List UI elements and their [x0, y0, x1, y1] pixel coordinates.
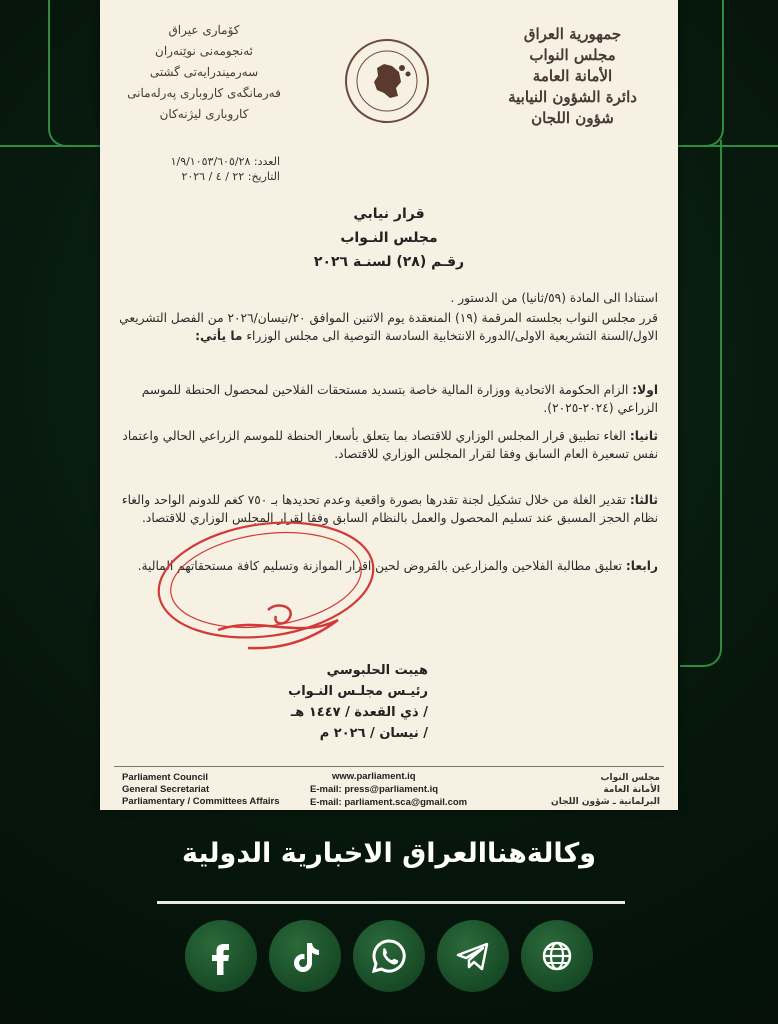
item-label: ثالثا:	[629, 493, 658, 507]
footer-arabic	[551, 772, 660, 808]
header-line: الأمانة العامة	[532, 67, 613, 85]
header-line: فەرمانگەی کاروباری پەرلەمانی	[127, 86, 281, 100]
footer-email[interactable]: press@parliament.iq	[344, 784, 439, 795]
preamble-basis: استنادا الى المادة (٥٩/ثانيا) من الدستور .	[450, 291, 658, 305]
tiktok-icon	[285, 936, 325, 976]
reference-number: ١/٩/١٠٥٣/٦٠٥/٢٨	[170, 155, 251, 168]
gregorian-date: / نيسان / ٢٠٢٦ م	[319, 726, 428, 741]
title-line: مجلس النـواب	[340, 230, 438, 246]
decision-document	[100, 0, 678, 810]
decision-item	[118, 428, 658, 463]
decor-line-left	[0, 145, 100, 147]
footer-line: الأمانة العامة	[603, 785, 660, 795]
header-line: كۆماری عیراق	[168, 23, 240, 37]
footer-email[interactable]: parliament.sca@gmail.com	[344, 797, 468, 808]
whatsapp-button[interactable]	[353, 920, 425, 992]
footer-line: Parliament Council	[122, 772, 209, 783]
footer-line: Parliamentary / Committees Affairs	[122, 796, 280, 807]
reference-date: ٢٢ / ٤ / ٢٠٢٦	[181, 170, 245, 183]
signatory-title: رئيـس مجلـس النـواب	[288, 684, 428, 699]
header-arabic	[485, 24, 660, 129]
globe-icon	[537, 936, 577, 976]
item-text: تقدير الغلة من خلال تشكيل لجنة تقدرها بصورة واقعية وعدم تحديدها بـ ٧٥٠ كغم للدونم الواحد والغاء نظام الحجز المسبق عند تسليم المحصول والعمل بالنظام السابق وفقا لقرار المجلس الوزاري للاقتصاد.	[121, 493, 658, 525]
footer-contacts	[310, 770, 467, 809]
title-line: رقـم (٢٨) لسنـة ٢٠٢٦	[313, 254, 465, 270]
header-kurdish	[114, 20, 294, 125]
footer-website[interactable]: www.parliament.iq	[332, 771, 416, 782]
item-text: تعليق مطالبة الفلاحين والمزارعين بالقروض لحين اقرار الموازنة وتسليم كافة مستحقاتهم المالية.	[137, 559, 623, 573]
email-label: E-mail:	[310, 784, 342, 795]
item-text: الزام الحكومة الاتحادية ووزارة المالية خاصة بتسديد مستحقات الفلاحين لمحصول الحنطة للموسم الزراعي (٢٠٢٤-٢٠٢٥).	[141, 383, 658, 415]
telegram-button[interactable]	[437, 920, 509, 992]
item-label: رابعا:	[625, 559, 658, 573]
preamble-decision	[118, 310, 658, 345]
title-line: قرار نيابي	[353, 206, 425, 222]
official-stamp	[148, 520, 388, 670]
agency-name: وكالةهناالعراق الاخبارية الدولية	[182, 838, 596, 869]
decision-title	[100, 202, 678, 274]
header-line: کاروباری لیژنەکان	[159, 107, 249, 121]
tiktok-button[interactable]	[269, 920, 341, 992]
footer-divider	[114, 766, 664, 767]
reference-block	[110, 154, 280, 184]
reference-date-label: التاريخ:	[247, 170, 280, 183]
header-line: ئەنجومەنی نوێنەران	[155, 44, 253, 58]
preamble-decision-tail: ما يأتي:	[195, 328, 243, 343]
decor-line-right	[682, 145, 778, 147]
preamble-decision-text: قرر مجلس النواب بجلسته المرقمة (١٩) المنعقدة يوم الاثنين الموافق ٢٠/نيسان/٢٠٢٦ من الفصل التشريعي الاول/السنة التشريعية الاولى/الدورة الانتخابية السادسة التوصية الى مجلس الوزراء	[119, 311, 658, 343]
item-label: ثانيا:	[629, 429, 658, 443]
footer-line: General Secretariat	[122, 784, 210, 795]
item-label: اولا:	[632, 383, 658, 397]
signature-block	[208, 660, 428, 744]
header-line: مجلس النواب	[529, 46, 616, 64]
footer-english	[122, 772, 280, 808]
decision-item	[118, 382, 658, 417]
item-text: الغاء تطبيق قرار المجلس الوزاري للاقتصاد بما يتعلق بأسعار الحنطة للموسم الزراعي الحالي واعتماد نفس تسعيرة العام السابق وفقا لقرار المجلس الوزاري للاقتصاد.	[122, 429, 658, 461]
email-label: E-mail:	[310, 797, 342, 808]
reference-number-label: العدد:	[253, 155, 280, 168]
hijri-date: / ذي القعدة / ١٤٤٧ هـ	[290, 705, 428, 720]
footer-line: مجلس النواب	[600, 773, 660, 783]
header-line: جمهورية العراق	[523, 25, 622, 43]
header-line: دائرة الشؤون النيابية	[508, 88, 637, 106]
whatsapp-icon	[369, 936, 409, 976]
facebook-icon	[201, 936, 241, 976]
agency-divider	[157, 901, 625, 904]
header-line: سەرمیندرایەتی گشتی	[149, 65, 259, 79]
facebook-button[interactable]	[185, 920, 257, 992]
signatory-name: هيبت الحلبوسي	[326, 663, 428, 678]
decor-frame-right-bottom	[680, 140, 722, 667]
social-links	[0, 920, 778, 992]
header-line: شؤون اللجان	[531, 109, 614, 127]
parliament-emblem	[344, 38, 430, 124]
footer-line: البرلمانية ـ شؤون اللجان	[551, 797, 660, 807]
telegram-icon	[453, 936, 493, 976]
website-button[interactable]	[521, 920, 593, 992]
